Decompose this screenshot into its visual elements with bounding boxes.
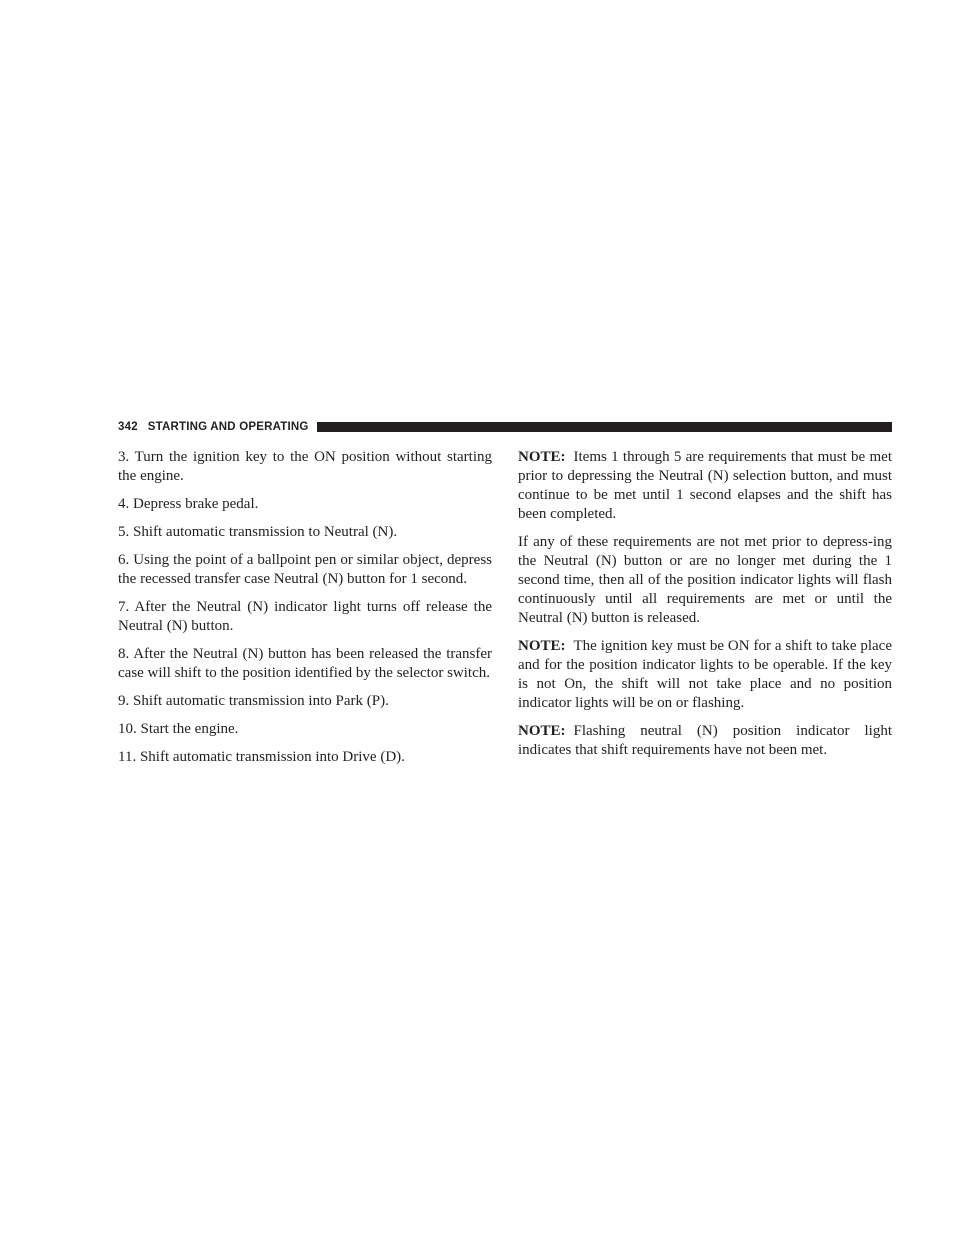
- note-ignition-key: [518, 637, 892, 713]
- step-7: 7. After the Neutral (N) indicator light turns off release the Neutral (N) button.: [118, 599, 492, 634]
- section-title: STARTING AND OPERATING: [147, 421, 309, 433]
- note-flashing-neutral: [518, 722, 892, 760]
- header-rule: [317, 422, 892, 432]
- step-5: 5. Shift automatic transmission to Neutral (N).: [118, 524, 398, 540]
- step-3: 3. Turn the ignition key to the ON position without starting the engine.: [118, 449, 492, 484]
- note-label: NOTE:: [518, 449, 566, 465]
- note-text: Items 1 through 5 are requirements that must be met prior to depressing the Neutral (N) selection button, and must continue to be met until 1 second elapses and the shift has been completed.: [518, 449, 892, 522]
- step-6: 6. Using the point of a ballpoint pen or similar object, depress the recessed transfer case Neutral (N) button for 1 second.: [118, 552, 492, 587]
- paragraph-text: If any of these requirements are not met prior to depress-ing the Neutral (N) button or are no longer met during the 1 second time, then all of the position indicator lights will flash continuously until all requirements are met or until the Neutral (N) button is released.: [518, 534, 892, 626]
- note-requirements: [518, 448, 892, 524]
- page-header: [118, 419, 892, 435]
- requirements-warning-paragraph: [518, 533, 892, 628]
- note-text: The ignition key must be ON for a shift to take place and for the position indicator lights to be operable. If the key is not On, the shift will not take place and no position indicator lights will be on or flashing.: [518, 638, 892, 711]
- page-number: 342: [118, 421, 138, 433]
- note-label: NOTE:: [518, 638, 566, 654]
- note-label: NOTE:: [518, 723, 566, 739]
- step-4: 4. Depress brake pedal.: [118, 496, 259, 512]
- step-10: 10. Start the engine.: [118, 721, 239, 737]
- step-8: 8. After the Neutral (N) button has been released the transfer case will shift to the position identified by the selector switch.: [118, 646, 492, 681]
- step-11: 11. Shift automatic transmission into Drive (D).: [118, 749, 405, 765]
- note-text: Flashing neutral (N) position indicator light indicates that shift requirements have not been met.: [518, 723, 892, 758]
- step-9: 9. Shift automatic transmission into Park (P).: [118, 693, 389, 709]
- left-column: [118, 448, 492, 776]
- right-column: [518, 448, 892, 769]
